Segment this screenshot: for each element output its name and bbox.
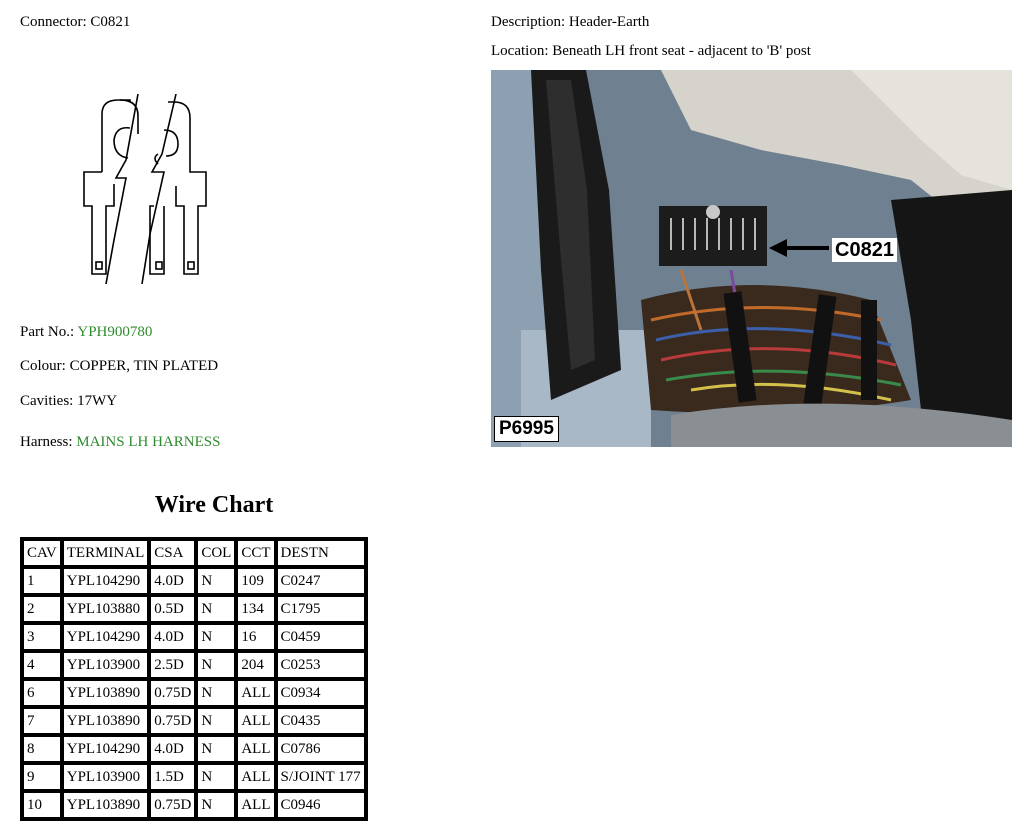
cell-cct: ALL: [236, 679, 275, 707]
cell-col: N: [196, 595, 236, 623]
photo-reference-label: P6995: [494, 416, 559, 442]
cell-col: N: [196, 791, 236, 819]
header-cct: CCT: [236, 539, 275, 567]
location-label: Location:: [491, 43, 549, 59]
part-number-label: Part No.:: [20, 324, 75, 340]
cell-cav: 1: [22, 567, 62, 595]
connector-value: C0821: [90, 14, 131, 30]
connector-label: Connector:: [20, 14, 87, 30]
wire-chart-body: [22, 567, 366, 819]
description-field: [491, 14, 649, 31]
cell-terminal: YPL103880: [62, 595, 150, 623]
cell-csa: 4.0D: [149, 567, 196, 595]
harness-field: [20, 434, 220, 451]
description-label: Description:: [491, 14, 566, 30]
wire-chart-title: Wire Chart: [154, 492, 274, 518]
connector-location-photo: [491, 70, 1012, 447]
table-row: [22, 707, 366, 735]
cell-terminal: YPL104290: [62, 735, 150, 763]
header-cav: CAV: [22, 539, 62, 567]
cell-terminal: YPL103900: [62, 763, 150, 791]
cell-csa: 2.5D: [149, 651, 196, 679]
cavities-label: Cavities:: [20, 393, 74, 409]
cell-csa: 0.75D: [149, 679, 196, 707]
cell-cct: ALL: [236, 763, 275, 791]
cell-cct: ALL: [236, 707, 275, 735]
cell-cct: 16: [236, 623, 275, 651]
cell-csa: 0.75D: [149, 791, 196, 819]
photo-callout-label: C0821: [832, 238, 897, 262]
cavities-field: [20, 393, 117, 410]
cell-terminal: YPL104290: [62, 567, 150, 595]
cell-col: N: [196, 651, 236, 679]
colour-field: [20, 358, 218, 375]
cell-cav: 10: [22, 791, 62, 819]
table-row: [22, 623, 366, 651]
cell-destn: C0934: [276, 679, 366, 707]
terminal-diagram: [78, 94, 213, 284]
part-number-value[interactable]: YPH900780: [77, 324, 153, 340]
table-row: [22, 763, 366, 791]
cell-cav: 9: [22, 763, 62, 791]
cell-csa: 4.0D: [149, 735, 196, 763]
wire-chart-header-row: [22, 539, 366, 567]
cell-cct: ALL: [236, 791, 275, 819]
cell-col: N: [196, 707, 236, 735]
colour-value: COPPER, TIN PLATED: [69, 358, 219, 374]
cell-destn: C0946: [276, 791, 366, 819]
cell-destn: C0253: [276, 651, 366, 679]
cell-terminal: YPL103890: [62, 679, 150, 707]
colour-label: Colour:: [20, 358, 66, 374]
cavities-value: 17WY: [77, 393, 118, 409]
connector-field: [20, 14, 130, 31]
cell-csa: 0.5D: [149, 595, 196, 623]
location-field: [491, 43, 811, 60]
header-csa: CSA: [149, 539, 196, 567]
cell-csa: 1.5D: [149, 763, 196, 791]
wire-chart-table: [20, 537, 368, 821]
cell-cav: 4: [22, 651, 62, 679]
cell-cav: 6: [22, 679, 62, 707]
cell-terminal: YPL103900: [62, 651, 150, 679]
cell-cct: 204: [236, 651, 275, 679]
cell-destn: C0435: [276, 707, 366, 735]
cell-terminal: YPL104290: [62, 623, 150, 651]
header-terminal: TERMINAL: [62, 539, 150, 567]
description-value: Header-Earth: [568, 14, 650, 30]
table-row: [22, 735, 366, 763]
cell-cav: 8: [22, 735, 62, 763]
location-value: Beneath LH front seat - adjacent to 'B' post: [552, 43, 811, 59]
harness-value[interactable]: MAINS LH HARNESS: [76, 434, 221, 450]
cell-destn: C0459: [276, 623, 366, 651]
cell-col: N: [196, 763, 236, 791]
cell-csa: 4.0D: [149, 623, 196, 651]
cell-destn: C0247: [276, 567, 366, 595]
cell-cav: 2: [22, 595, 62, 623]
cell-terminal: YPL103890: [62, 707, 150, 735]
table-row: [22, 567, 366, 595]
cell-destn: S/JOINT 177: [276, 763, 366, 791]
cell-terminal: YPL103890: [62, 791, 150, 819]
part-number-field: [20, 324, 152, 341]
table-row: [22, 651, 366, 679]
cell-csa: 0.75D: [149, 707, 196, 735]
cell-cct: 134: [236, 595, 275, 623]
cell-cct: 109: [236, 567, 275, 595]
cell-destn: C1795: [276, 595, 366, 623]
table-row: [22, 679, 366, 707]
header-col: COL: [196, 539, 236, 567]
cell-col: N: [196, 735, 236, 763]
cell-cav: 7: [22, 707, 62, 735]
cell-col: N: [196, 567, 236, 595]
cell-cct: ALL: [236, 735, 275, 763]
cell-col: N: [196, 679, 236, 707]
table-row: [22, 595, 366, 623]
cell-cav: 3: [22, 623, 62, 651]
cell-col: N: [196, 623, 236, 651]
table-row: [22, 791, 366, 819]
cell-destn: C0786: [276, 735, 366, 763]
header-destn: DESTN: [276, 539, 366, 567]
harness-label: Harness:: [20, 434, 73, 450]
